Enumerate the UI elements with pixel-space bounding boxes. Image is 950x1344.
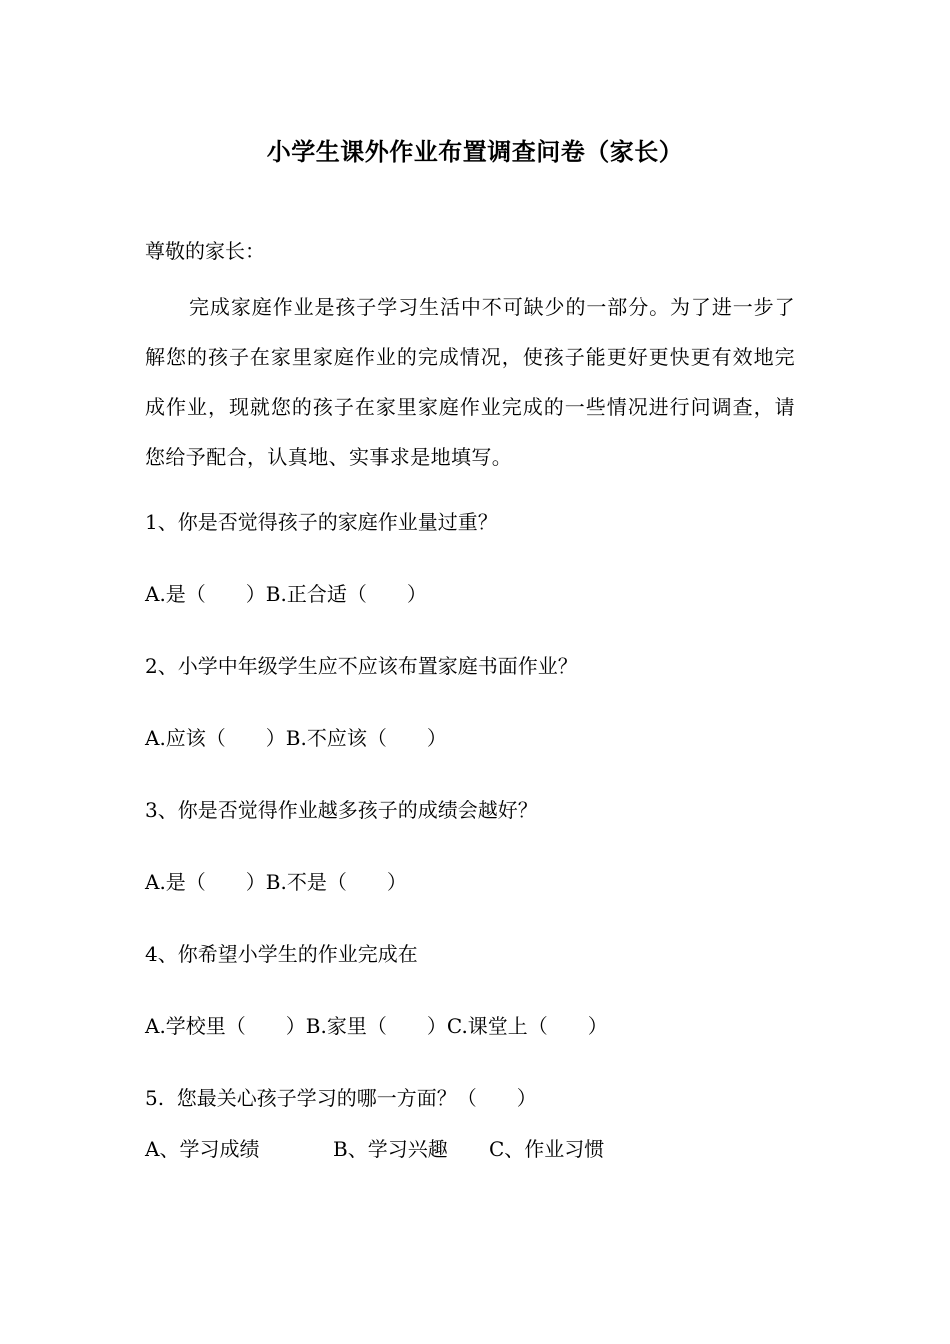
question-1-options: A.是（ ）B.正合适（ ） (145, 582, 427, 606)
question-2-options: A.应该（ ）B.不应该（ ） (145, 726, 447, 750)
question-5: 5. 您最关心孩子学习的哪一方面？（ ） (145, 1086, 537, 1110)
question-4: 4、你希望小学生的作业完成在 (145, 942, 418, 966)
question-5-option-c: C、作业习惯 (489, 1137, 605, 1161)
question-3-options: A.是（ ）B.不是（ ） (145, 870, 407, 894)
question-1: 1、你是否觉得孩子的家庭作业量过重？ (145, 510, 498, 534)
question-5-option-a: A、学习成绩 (145, 1137, 260, 1161)
greeting: 尊敬的家长： (145, 239, 265, 263)
question-4-options: A.学校里（ ）B.家里（ ）C.课堂上（ ） (145, 1014, 608, 1038)
question-5-options (145, 1132, 604, 1166)
question-3: 3、你是否觉得作业越多孩子的成绩会越好？ (145, 798, 538, 822)
document-title: 小学生课外作业布置调查问卷（家长） (266, 138, 684, 166)
question-2: 2、小学中年级学生应不应该布置家庭书面作业？ (145, 654, 578, 678)
question-5-option-b: B、学习兴趣 (333, 1137, 448, 1161)
intro-paragraph: 完成家庭作业是孩子学习生活中不可缺少的一部分。为了进一步了解您的孩子在家里家庭作业的完成情况，使孩子能更好更快更有效地完成作业，现就您的孩子在家里家庭作业完成的一些情况进行问调查，请您给予配合，认真地、实事求是地填写。 (145, 295, 795, 469)
